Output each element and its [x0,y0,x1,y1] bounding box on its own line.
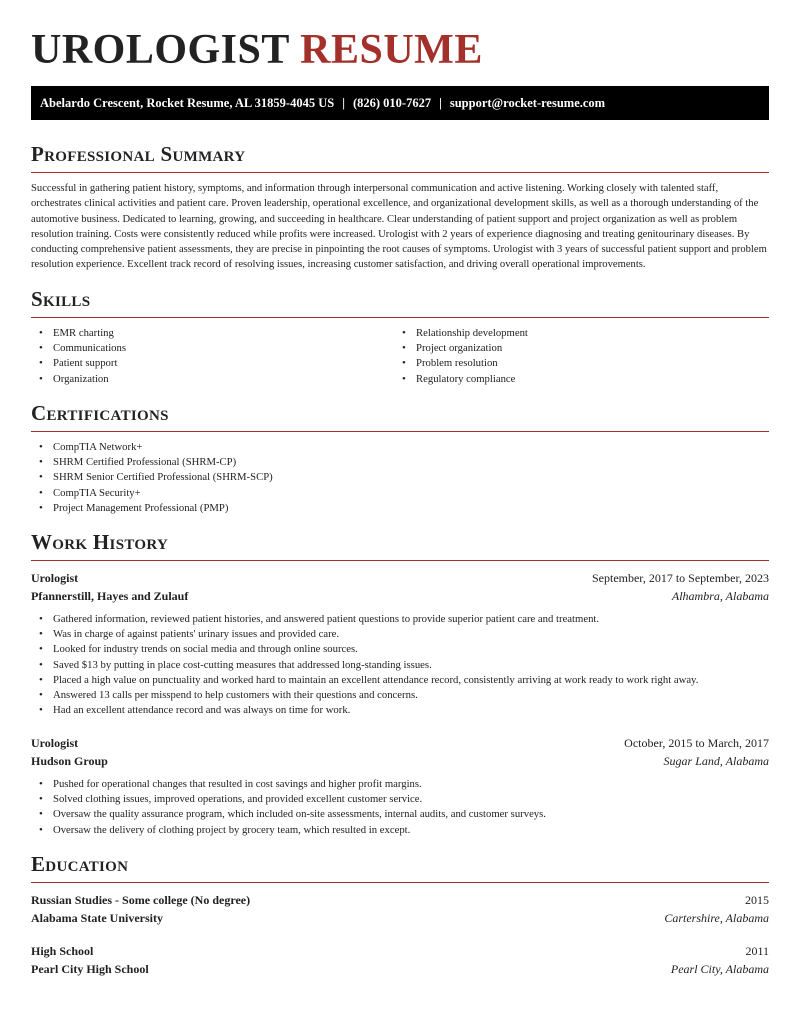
job-duty-item: • Placed a high value on punctuality and worked hard to maintain an excellent attendance record, consistently arriving at work ready to work right away. [31,673,698,688]
skill-item: • Communications [31,341,126,356]
skill-item: • Relationship development [394,326,528,341]
education-degree: Russian Studies - Some college (No degree) [31,893,251,907]
job-duties-list [31,777,546,838]
certifications-list [31,440,273,516]
education-degree: High School [31,944,94,958]
certification-item: • SHRM Certified Professional (SHRM-CP) [31,455,273,470]
certification-item: • CompTIA Network+ [31,440,273,455]
section-divider [31,560,769,561]
job-title: Urologist [31,571,79,585]
education-heading: Education [31,852,129,876]
job-duty-item: • Was in charge of against patients' urinary issues and provided care. [31,627,698,642]
contact-separator: | [439,96,442,110]
section-divider [31,882,769,883]
education-school: Pearl City High School [31,962,149,976]
certifications-heading: Certifications [31,401,169,425]
skills-list-right [394,326,528,387]
skill-item: • Problem resolution [394,356,528,371]
job-duty-item: • Saved $13 by putting in place cost-cutting measures that addressed long-standing issues. [31,658,698,673]
contact-bar [31,86,769,120]
job-title: Urologist [31,736,79,750]
summary-text: Successful in gathering patient history, symptoms, and information through interpersonal communication and active listening. Working closely with talented staff, orchestrates clinical activities and patient care. Proven leadership, operational excellence, and organizational development skills, as well as a thorough understanding of the automotive business. Dedicated to learning, growing, and succeeding in healthcare. Clear understanding of patient support and project organization as well as problem resolution training. Costs were consistently reduced while profits were increased. Urologist with 2 years of experience diagnosing and treating genitourinary diseases. By conducting comprehensive patient assessments, they are precise in pinpointing the root causes of symptoms. Urologist with 3 years of successful patient support and problem resolution experience. Excellent track record of resolving issues, increasing customer satisfaction, and driving overall operational improvements. [31,183,767,271]
title-word-urologist: UROLOGIST [31,27,290,73]
skill-item: • EMR charting [31,326,126,341]
contact-separator: | [342,96,345,110]
skills-heading: Skills [31,287,91,311]
certification-item: • Project Management Professional (PMP) [31,501,273,516]
summary-heading: Professional Summary [31,142,246,166]
job-duty-item: • Gathered information, reviewed patient histories, and answered patient questions to provide superior patient care and treatment. [31,612,698,627]
education-year: 2011 [745,944,769,958]
job-duty-item: • Had an excellent attendance record and was always on time for work. [31,703,698,718]
education-school: Alabama State University [31,911,163,925]
job-employer [31,752,769,770]
job-company: Pfannerstill, Hayes and Zulauf [31,589,189,603]
contact-email: support@rocket-resume.com [449,96,606,110]
job-location: Sugar Land, Alabama [663,754,769,768]
skill-item: • Organization [31,372,126,387]
section-divider [31,172,769,173]
job-location: Alhambra, Alabama [671,589,769,603]
resume-title [31,26,483,74]
job-duty-item: • Looked for industry trends on social media and through online sources. [31,642,698,657]
job-header [31,734,769,752]
education-location: Cartershire, Alabama [664,911,769,925]
skills-list-left [31,326,126,387]
education-school-row [31,909,769,927]
education-header [31,942,769,960]
job-header [31,569,769,587]
job-dates: October, 2015 to March, 2017 [624,736,769,750]
job-duty-item: • Oversaw the delivery of clothing project by grocery team, which resulted in except. [31,823,546,838]
job-duty-item: • Answered 13 calls per misspend to help customers with their questions and concerns. [31,688,698,703]
skill-item: • Project organization [394,341,528,356]
education-school-row [31,960,769,978]
job-duties-list [31,612,698,718]
job-company: Hudson Group [31,754,108,768]
contact-address: Abelardo Crescent, Rocket Resume, AL 31859-4045 US [40,96,335,110]
section-divider [31,317,769,318]
job-dates: September, 2017 to September, 2023 [591,571,769,585]
skill-item: • Patient support [31,356,126,371]
section-divider [31,431,769,432]
skill-item: • Regulatory compliance [394,372,528,387]
education-year: 2015 [745,893,769,907]
job-duty-item: • Oversaw the quality assurance program, which included on-site assessments, internal audits, and customer surveys. [31,807,546,822]
work-history-heading: Work History [31,530,169,554]
education-header [31,891,769,909]
job-duty-item: • Solved clothing issues, improved operations, and provided excellent customer service. [31,792,546,807]
certification-item: • SHRM Senior Certified Professional (SHRM-SCP) [31,470,273,485]
contact-phone: (826) 010-7627 [352,96,432,110]
job-employer [31,587,769,605]
job-duty-item: • Pushed for operational changes that resulted in cost savings and higher profit margins. [31,777,546,792]
title-word-resume: RESUME [300,27,483,73]
education-location: Pearl City, Alabama [670,962,769,976]
certification-item: • CompTIA Security+ [31,486,273,501]
